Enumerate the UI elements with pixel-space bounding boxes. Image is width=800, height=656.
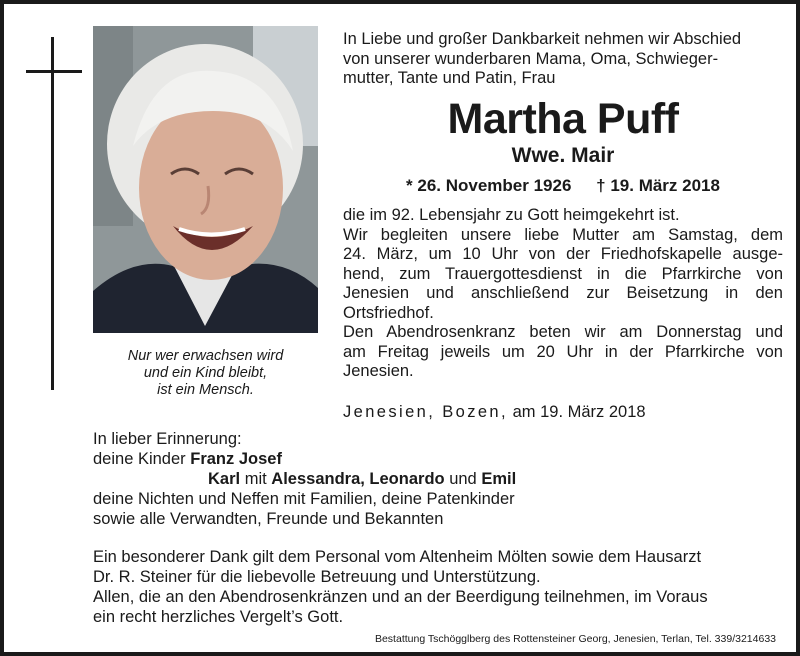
portrait-photo xyxy=(93,26,318,333)
relatives-line: sowie alle Verwandten, Freunde und Bekannten xyxy=(93,510,444,528)
children-label: deine Kinder xyxy=(93,450,186,468)
funeral-details xyxy=(343,206,783,382)
memory-heading: In lieber Erinnerung: xyxy=(93,430,242,448)
intro-line: In Liebe und großer Dankbarkeit nehmen wir Abschied xyxy=(343,30,742,48)
death-date: † 19. März 2018 xyxy=(596,176,720,195)
mourners-list xyxy=(93,429,783,529)
thanks-line: Allen, die an den Abendrosenkränzen und an der Beerdigung teilnehmen, im Voraus xyxy=(93,588,708,606)
body-line: die im 92. Lebensjahr zu Gott heimgekehrt ist. xyxy=(343,206,680,224)
quote xyxy=(93,348,318,399)
child-name: Karl xyxy=(208,470,241,488)
child-name: Franz Josef xyxy=(190,450,282,468)
grandchildren-names: Alessandra, Leonardo xyxy=(271,470,445,488)
place-and-date xyxy=(343,402,783,422)
body-line: 24. März, um 10 Uhr von der Friedhofskapelle ausge- xyxy=(343,245,783,263)
life-dates xyxy=(343,176,783,196)
widow-name: Wwe. Mair xyxy=(511,144,615,167)
thanks-line: ein recht herzliches Vergelt’s Gott. xyxy=(93,608,344,626)
body-line: Jenesien und anschließend zur Beisetzung in den xyxy=(343,284,783,302)
thanks-line: Dr. R. Steiner für die liebevolle Betreuung und Unterstützung. xyxy=(93,568,541,586)
children-line-2 xyxy=(93,469,783,489)
body-line: Wir begleiten unsere liebe Mutter am Samstag, dem xyxy=(343,225,783,244)
relatives-line: deine Nichten und Neffen mit Familien, deine Patenkinder xyxy=(93,490,515,508)
body-line: Den Abendrosenkranz beten wir am Donnerstag und xyxy=(343,323,783,341)
deceased-name: Martha Puff xyxy=(447,95,679,143)
portrait-illustration xyxy=(93,26,318,333)
children-line xyxy=(93,449,783,469)
thanks-line: Ein besonderer Dank gilt dem Personal vom Altenheim Mölten sowie dem Hausarzt xyxy=(93,548,702,566)
quote-line: und ein Kind bleibt, xyxy=(143,365,268,381)
quote-line: Nur wer erwachsen wird xyxy=(127,348,284,364)
quote-line: ist ein Mensch. xyxy=(157,382,254,398)
cross-horizontal-bar xyxy=(26,70,82,73)
place: Jenesien, Bozen, xyxy=(343,403,508,421)
grandchild-name: Emil xyxy=(481,470,517,488)
body-line: am Freitag jeweils um 20 Uhr in der Pfarrkirche von xyxy=(343,342,783,361)
place-date: am 19. März 2018 xyxy=(512,403,646,421)
body-line: Ortsfriedhof. xyxy=(343,303,434,322)
intro-text xyxy=(343,30,783,89)
cross-vertical-bar xyxy=(51,37,54,390)
birth-date: * 26. November 1926 xyxy=(406,176,572,195)
funeral-home-footer: Bestattung Tschögglberg des Rottensteiner Georg, Jenesien, Terlan, Tel. 339/3214633 xyxy=(374,633,776,645)
intro-line: mutter, Tante und Patin, Frau xyxy=(343,69,556,87)
with-word: mit xyxy=(244,470,267,488)
intro-line: von unserer wunderbaren Mama, Oma, Schwieger- xyxy=(343,49,719,68)
body-line: Jenesien. xyxy=(343,362,414,380)
and-word: und xyxy=(449,470,477,488)
thanks-text xyxy=(93,547,783,627)
body-line: hend, zum Trauergottesdienst in die Pfarrkirche von xyxy=(343,264,783,283)
